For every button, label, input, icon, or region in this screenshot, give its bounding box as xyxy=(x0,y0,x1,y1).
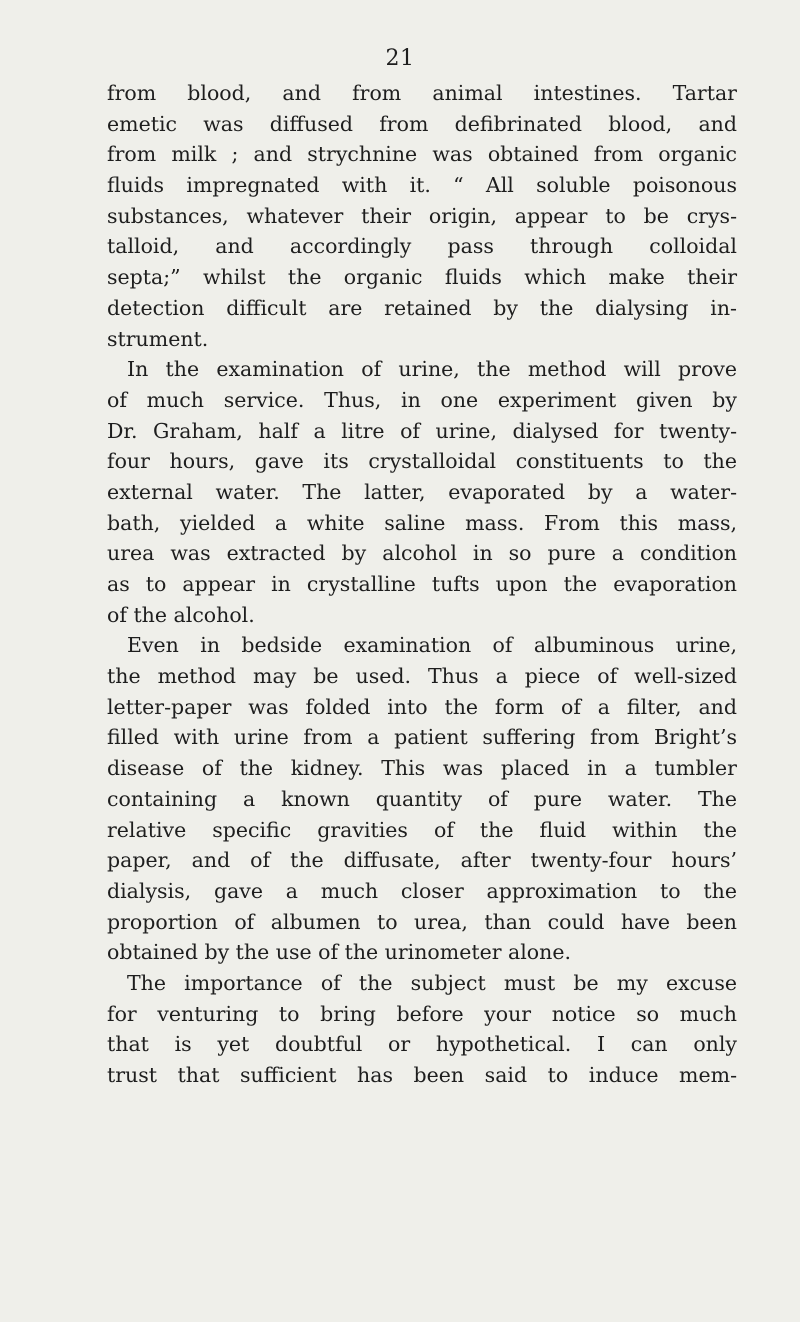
body-text xyxy=(107,78,737,1091)
text-line: from blood, and from animal intestines. Tartar xyxy=(107,81,737,105)
text-line: for venturing to bring before your notice so much xyxy=(107,1001,737,1026)
text-line: external water. The latter, evaporated by a water- xyxy=(107,479,737,504)
text-line: bath, yielded a white saline mass. From this mass, xyxy=(107,510,737,535)
text-line: of much service. Thus, in one experiment given by xyxy=(107,387,737,412)
page-number: 21 xyxy=(385,46,415,71)
text-line: Even in bedside examination of albuminous urine, xyxy=(127,633,737,658)
text-line: filled with urine from a patient suffering from Bright’s xyxy=(107,725,737,750)
text-line: disease of the kidney. This was placed in a tumbler xyxy=(107,756,737,781)
text-line: the method may be used. Thus a piece of well-sized xyxy=(107,664,737,689)
text-line: substances, whatever their origin, appear to be crys- xyxy=(107,203,737,228)
text-line: fluids impregnated with it. “ All soluble poisonous xyxy=(107,173,737,198)
text-line: obtained by the use of the urinometer alone. xyxy=(107,940,572,965)
text-line: talloid, and accordingly pass through colloidal xyxy=(107,234,737,259)
text-line: paper, and of the diffusate, after twenty-four hours’ xyxy=(107,848,737,873)
text-line: containing a known quantity of pure water. The xyxy=(107,786,737,811)
text-line: detection difficult are retained by the dialysing in- xyxy=(107,295,737,320)
text-line: dialysis, gave a much closer approximation to the xyxy=(107,878,737,903)
text-line: trust that sufficient has been said to induce mem- xyxy=(107,1063,737,1087)
text-line: from milk ; and strychnine was obtained from organic xyxy=(107,142,737,167)
text-line: septa;” whilst the organic fluids which make their xyxy=(107,265,737,290)
text-line: relative specific gravities of the fluid within the xyxy=(107,817,737,842)
text-line: The importance of the subject must be my excuse xyxy=(127,970,737,995)
text-line: four hours, gave its crystalloidal constituents to the xyxy=(107,449,737,474)
text-line: of the alcohol. xyxy=(107,602,255,627)
text-line: that is yet doubtful or hypothetical. I can only xyxy=(107,1032,737,1057)
text-line: letter-paper was folded into the form of a filter, and xyxy=(107,694,737,719)
text-line: as to appear in crystalline tufts upon the evaporation xyxy=(107,572,737,596)
text-line: urea was extracted by alcohol in so pure a condition xyxy=(107,541,737,566)
text-line: strument. xyxy=(107,326,209,351)
text-line: Dr. Graham, half a litre of urine, dialysed for twenty- xyxy=(107,418,737,443)
text-line: emetic was diffused from defibrinated blood, and xyxy=(107,111,737,136)
text-line: In the examination of urine, the method will prove xyxy=(127,357,737,382)
text-line: proportion of albumen to urea, than could have been xyxy=(107,909,737,934)
